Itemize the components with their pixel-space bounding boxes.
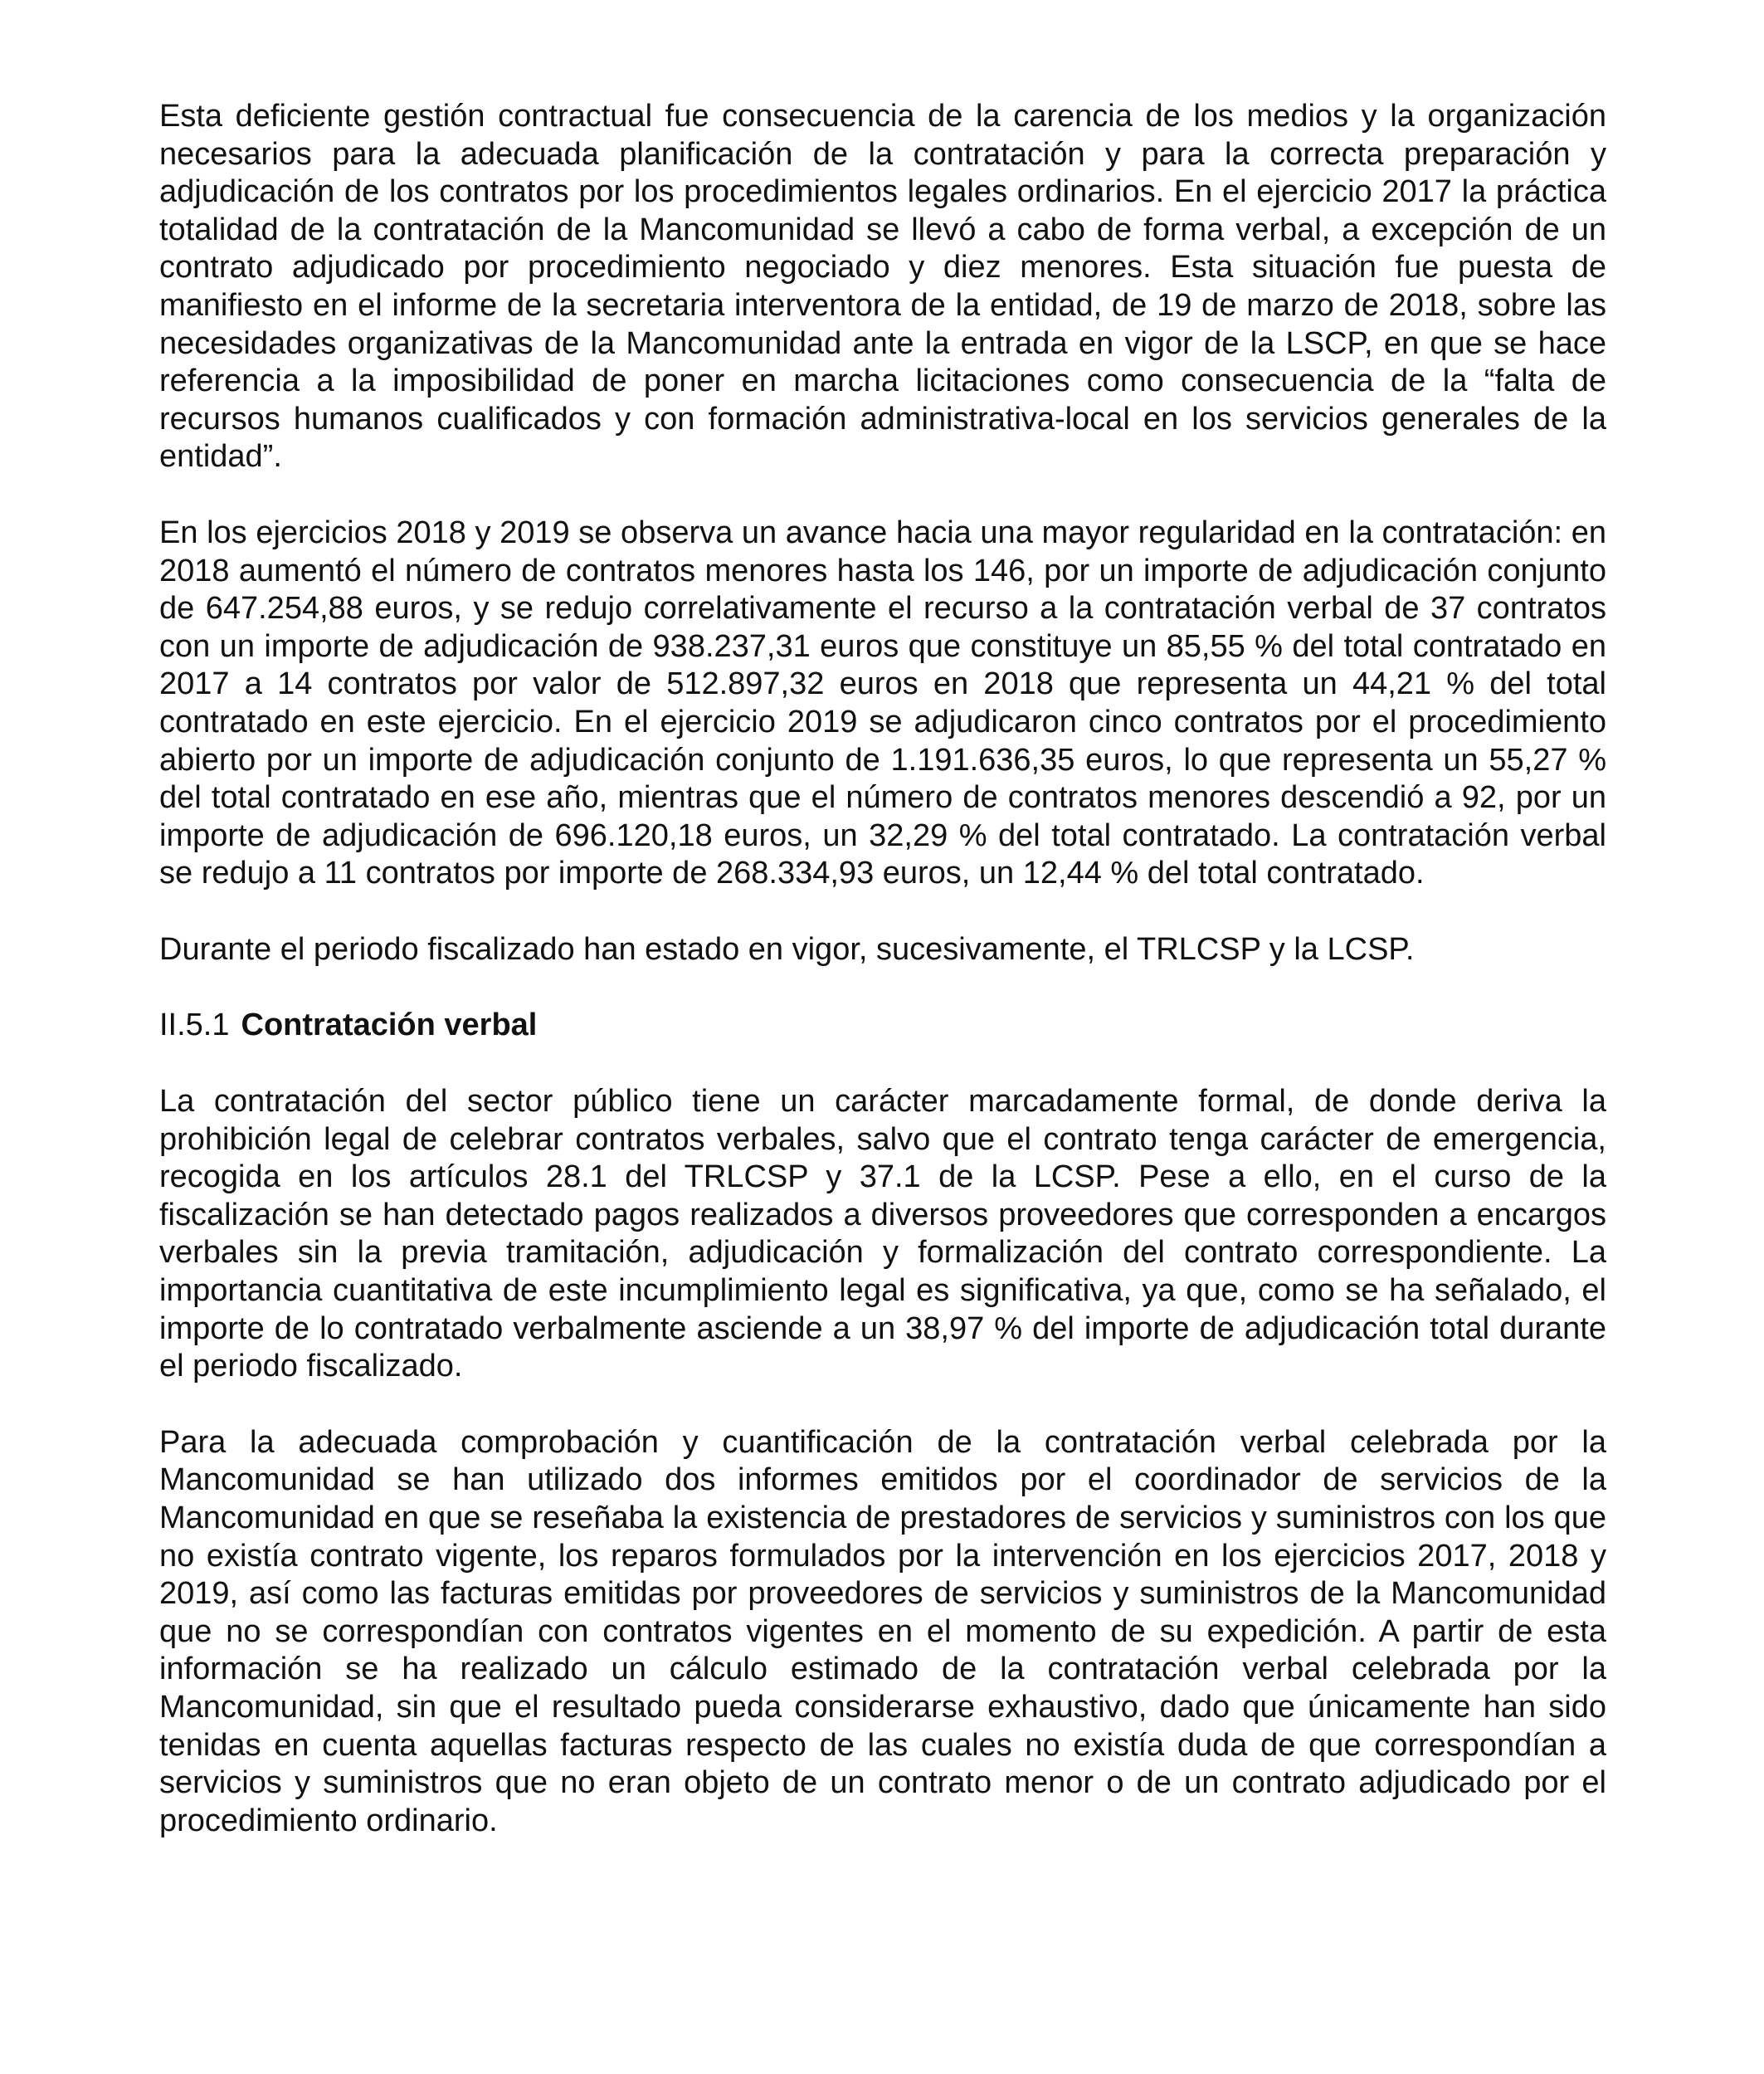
document-page (159, 98, 1606, 1878)
paragraph-comprobacion-cuantificacion: Para la adecuada comprobación y cuantificación de la contratación verbal celebrada por la Mancomunidad se han utilizado dos informes emitidos por el coordinador de servicios de la Mancomunidad en que se reseñaba la existencia de prestadores de servicios y suministros con los que no existía contrato vigente, los reparos formulados por la intervención en los ejercicios 2017, 2018 y 2019, así como las facturas emitidas por proveedores de servicios y suministros de la Mancomunidad que no se correspondían con contratos vigentes en el momento de su expedición. A partir de esta información se ha realizado un cálculo estimado de la contratación verbal celebrada por la Mancomunidad, sin que el resultado pueda considerarse exhaustivo, dado que únicamente han sido tenidas en cuenta aquellas facturas respecto de las cuales no existía duda de que correspondían a servicios y suministros que no eran objeto de un contrato menor o de un contrato adjudicado por el procedimiento ordinario. (159, 1424, 1606, 1838)
section-title: Contratación verbal (241, 1008, 538, 1043)
section-heading (159, 1007, 1606, 1045)
paragraph-periodo-fiscalizado: Durante el periodo fiscalizado han estado en vigor, sucesivamente, el TRLCSP y la LCSP. (159, 931, 1415, 967)
section-number: II.5.1 (159, 1008, 230, 1043)
paragraph-contratacion-sector-publico: La contratación del sector público tiene un carácter marcadamente formal, de donde deriva la prohibición legal de celebrar contratos verbales, salvo que el contrato tenga carácter de emergencia, recogida en los artículos 28.1 del TRLCSP y 37.1 de la LCSP. Pese a ello, en el curso de la fiscalización se han detectado pagos realizados a diversos proveedores que corresponden a encargos verbales sin la previa tramitación, adjudicación y formalización del contrato correspondiente. La importancia cuantitativa de este incumplimiento legal es significativa, ya que, como se ha señalado, el importe de lo contratado verbalmente asciende a un 38,97 % del importe de adjudicación total durante el periodo fiscalizado. (159, 1084, 1606, 1384)
paragraph-ejercicios-2018-2019: En los ejercicios 2018 y 2019 se observa un avance hacia una mayor regularidad en la contratación: en 2018 aumentó el número de contratos menores hasta los 146, por un importe de adjudicación conjunto de 647.254,88 euros, y se redujo correlativamente el recurso a la contratación verbal de 37 contratos con un importe de adjudicación de 938.237,31 euros que constituye un 85,55 % del total contratado en 2017 a 14 contratos por valor de 512.897,32 euros en 2018 que representa un 44,21 % del total contratado en este ejercicio. En el ejercicio 2019 se adjudicaron cinco contratos por el procedimiento abierto por un importe de adjudicación conjunto de 1.191.636,35 euros, lo que representa un 55,27 % del total contratado en ese año, mientras que el número de contratos menores descendió a 92, por un importe de adjudicación de 696.120,18 euros, un 32,29 % del total contratado. La contratación verbal se redujo a 11 contratos por importe de 268.334,93 euros, un 12,44 % del total contratado. (159, 515, 1606, 891)
paragraph-gestion-contractual: Esta deficiente gestión contractual fue consecuencia de la carencia de los medios y la organización necesarios para la adecuada planificación de la contratación y para la correcta preparación y adjudicación de los contratos por los procedimientos legales ordinarios. En el ejercicio 2017 la práctica totalidad de la contratación de la Mancomunidad se llevó a cabo de forma verbal, a excepción de un contrato adjudicado por procedimiento negociado y diez menores. Esta situación fue puesta de manifiesto en el informe de la secretaria interventora de la entidad, de 19 de marzo de 2018, sobre las necesidades organizativas de la Mancomunidad ante la entrada en vigor de la LSCP, en que se hace referencia a la imposibilidad de poner en marcha licitaciones como consecuencia de la “falta de recursos humanos cualificados y con formación administrativa-local en los servicios generales de la entidad”. (159, 99, 1606, 475)
